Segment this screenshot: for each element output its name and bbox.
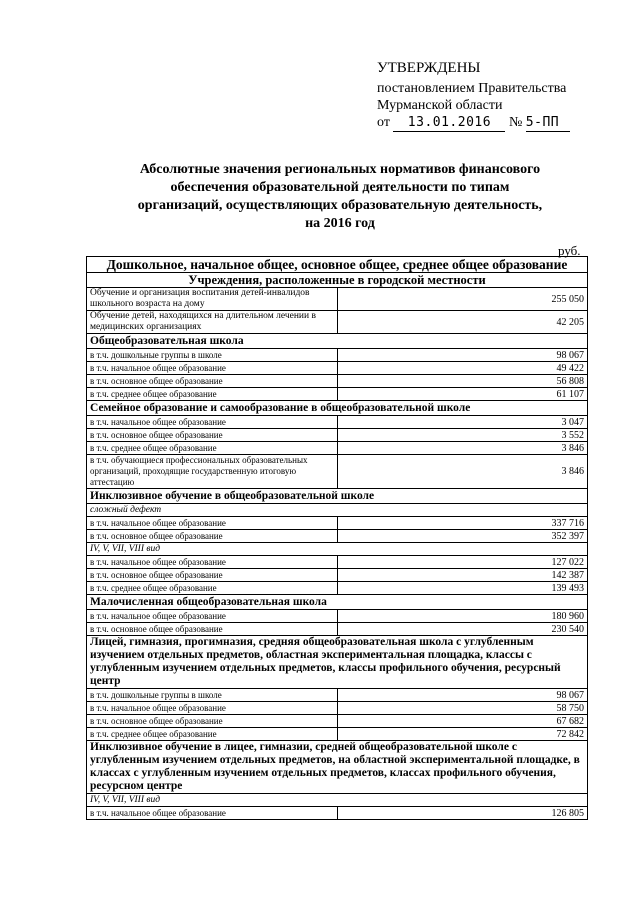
row-label: в т.ч. среднее общее образование (87, 728, 338, 741)
row-value: 98 067 (337, 689, 588, 702)
row-value: 49 422 (337, 362, 588, 375)
row-label: в т.ч. среднее общее образование (87, 388, 338, 401)
section-title: Общеобразовательная школа (87, 334, 588, 349)
table-row (87, 489, 588, 504)
approval-number: 5-ПП (526, 114, 570, 132)
row-label: в т.ч. основное общее образование (87, 429, 338, 442)
row-value: 61 107 (337, 388, 588, 401)
heading-line-3: организаций, осуществляющих образовательную деятельность, (137, 198, 543, 213)
table-row (87, 311, 588, 334)
row-value: 337 716 (337, 517, 588, 530)
row-value: 56 808 (337, 375, 588, 388)
row-value: 3 846 (337, 455, 588, 489)
number-label: № (508, 115, 523, 130)
approval-line-2: Мурманской области (377, 98, 503, 113)
table-row (87, 556, 588, 569)
heading-line-2: обеспечения образовательной деятельности по типам (170, 180, 510, 195)
norms-table (86, 256, 588, 820)
row-value: 42 205 (337, 311, 588, 334)
row-value: 230 540 (337, 623, 588, 636)
row-label: в т.ч. среднее общее образование (87, 442, 338, 455)
approval-date: 13.01.2016 (393, 114, 505, 132)
table-row (87, 582, 588, 595)
section-title: Лицей, гимназия, прогимназия, средняя общеобразовательная школа с углубленным изучением отдельных предметов, областная экспериментальная площадка, классы с углубленным изучением отдельных предметов, классы профильного обучения, ресурсный центр (87, 636, 588, 689)
table-row (87, 794, 588, 807)
currency-unit: руб. (558, 243, 581, 258)
subgroup-title: IV, V, VII, VIII вид (87, 543, 588, 556)
section-title: Семейное образование и самообразование в общеобразовательной школе (87, 401, 588, 416)
row-value: 58 750 (337, 702, 588, 715)
row-label: Обучение и организация воспитания детей-инвалидов школьного возраста на дому (87, 288, 338, 311)
table-row (87, 530, 588, 543)
table-row (87, 610, 588, 623)
table-row (87, 362, 588, 375)
row-value: 72 842 (337, 728, 588, 741)
row-value: 98 067 (337, 349, 588, 362)
table-row (87, 715, 588, 728)
table-header: Дошкольное, начальное общее, основное общее, среднее общее образование (87, 257, 588, 273)
approval-date-line (377, 114, 570, 132)
row-label: в т.ч. дошкольные группы в школе (87, 689, 338, 702)
approval-stamp (377, 60, 570, 132)
table-row (87, 334, 588, 349)
row-label: в т.ч. дошкольные группы в школе (87, 349, 338, 362)
row-value: 142 387 (337, 569, 588, 582)
row-value: 352 397 (337, 530, 588, 543)
row-label: в т.ч. начальное общее образование (87, 517, 338, 530)
row-label: в т.ч. начальное общее образование (87, 416, 338, 429)
row-label: в т.ч. основное общее образование (87, 623, 338, 636)
table-row (87, 689, 588, 702)
heading-line-4: на 2016 год (305, 216, 375, 231)
row-label: в т.ч. основное общее образование (87, 530, 338, 543)
table-row (87, 569, 588, 582)
row-value: 3 846 (337, 442, 588, 455)
table-row (87, 741, 588, 794)
table-row (87, 636, 588, 689)
section-title: Инклюзивное обучение в лицее, гимназии, средней общеобразовательной школе с углубленным изучением отдельных предметов, на областной экспериментальной площадке, в классах с углубленным изучением отдельных предметов, классах профильного обучения, ресурсном центре (87, 741, 588, 794)
row-label: в т.ч. начальное общее образование (87, 362, 338, 375)
row-label: в т.ч. обучающиеся профессиональных образовательных организаций, проходящие государственную итоговую аттестацию (87, 455, 338, 489)
table-row (87, 349, 588, 362)
table-row (87, 401, 588, 416)
table-row (87, 595, 588, 610)
table-row (87, 442, 588, 455)
table-row (87, 623, 588, 636)
row-value: 255 050 (337, 288, 588, 311)
row-value: 139 493 (337, 582, 588, 595)
row-label: Обучение детей, находящихся на длительном лечении в медицинских организациях (87, 311, 338, 334)
section-title: Малочисленная общеобразовательная школа (87, 595, 588, 610)
row-value: 126 805 (337, 807, 588, 820)
table-row (87, 728, 588, 741)
subgroup-title: IV, V, VII, VIII вид (87, 794, 588, 807)
row-label: в т.ч. начальное общее образование (87, 702, 338, 715)
row-label: в т.ч. начальное общее образование (87, 610, 338, 623)
row-value: 180 960 (337, 610, 588, 623)
row-label: в т.ч. среднее общее образование (87, 582, 338, 595)
table-row (87, 388, 588, 401)
from-label: от (377, 115, 390, 130)
table-row (87, 504, 588, 517)
row-label: в т.ч. основное общее образование (87, 569, 338, 582)
subgroup-title: сложный дефект (87, 504, 588, 517)
row-label: в т.ч. начальное общее образование (87, 807, 338, 820)
table-row (87, 807, 588, 820)
row-value: 67 682 (337, 715, 588, 728)
document-heading (90, 161, 590, 233)
table-row (87, 702, 588, 715)
table-row (87, 517, 588, 530)
table-row (87, 375, 588, 388)
table-subheader: Учреждения, расположенные в городской местности (87, 273, 588, 288)
table-row (87, 543, 588, 556)
row-label: в т.ч. начальное общее образование (87, 556, 338, 569)
table-row (87, 416, 588, 429)
section-title: Инклюзивное обучение в общеобразовательной школе (87, 489, 588, 504)
row-value: 3 552 (337, 429, 588, 442)
heading-line-1: Абсолютные значения региональных нормативов финансового (139, 162, 541, 177)
row-value: 127 022 (337, 556, 588, 569)
row-label: в т.ч. основное общее образование (87, 375, 338, 388)
approval-line-1: постановлением Правительства (377, 81, 567, 96)
row-label: в т.ч. основное общее образование (87, 715, 338, 728)
table-row (87, 429, 588, 442)
table-row (87, 455, 588, 489)
table-row (87, 288, 588, 311)
approval-title: УТВЕРЖДЕНЫ (377, 60, 481, 76)
row-value: 3 047 (337, 416, 588, 429)
